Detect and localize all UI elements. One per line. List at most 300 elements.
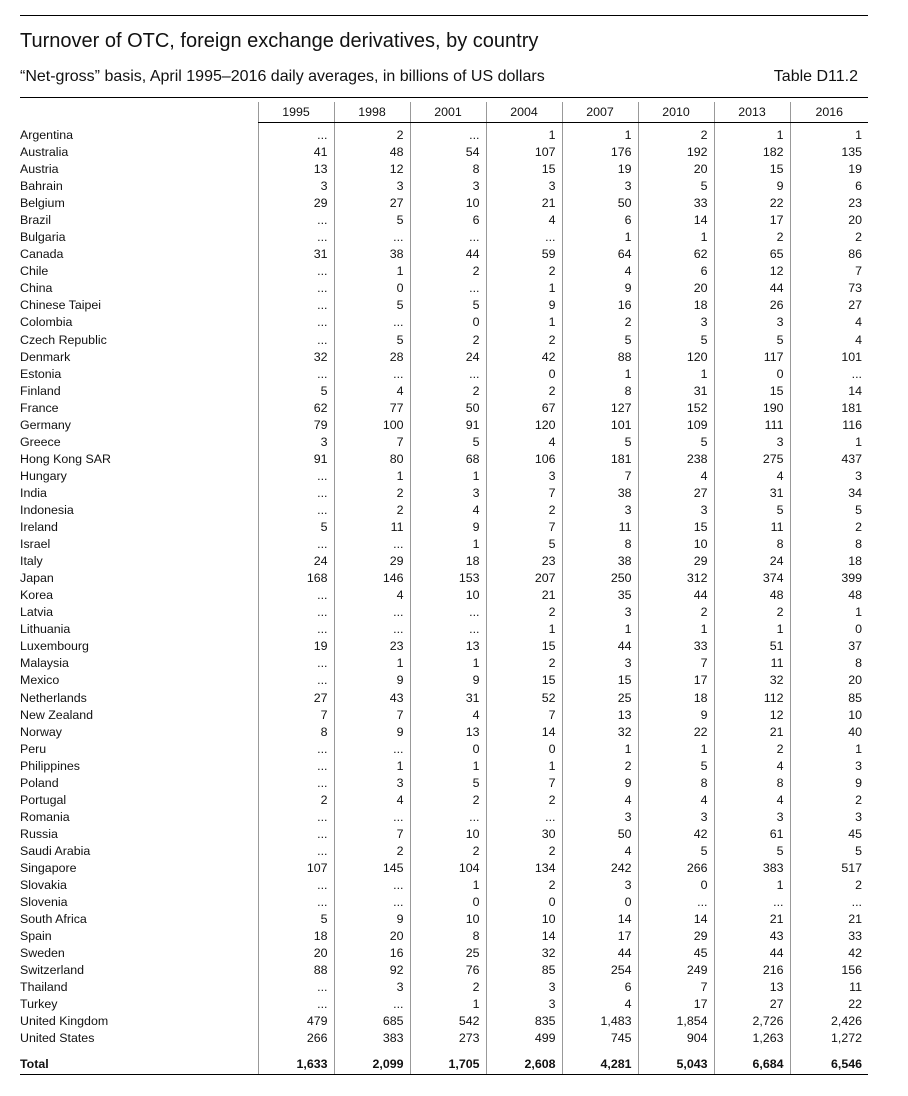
value-cell: ...	[258, 229, 334, 246]
year-header-2001: 2001	[410, 102, 486, 123]
page-subtitle: “Net-gross” basis, April 1995–2016 daily averages, in billions of US dollars	[20, 68, 545, 85]
value-cell: 18	[638, 297, 714, 314]
value-cell: 76	[410, 962, 486, 979]
table-row	[20, 229, 868, 246]
value-cell: 23	[334, 638, 410, 655]
country-name: Ireland	[20, 520, 58, 535]
value-cell: 15	[714, 161, 790, 178]
value-cell: 101	[562, 417, 638, 434]
country-name: Romania	[20, 809, 70, 824]
value-cell: 6	[562, 212, 638, 229]
value-cell: 181	[790, 400, 868, 417]
value-cell: 2,608	[486, 1055, 562, 1075]
value-cell: 242	[562, 860, 638, 877]
value-cell: 3	[334, 775, 410, 792]
table-row	[20, 314, 868, 331]
value-cell: 68	[410, 451, 486, 468]
spacer-cell	[714, 1047, 790, 1055]
spacer-cell	[486, 1047, 562, 1055]
value-cell: 190	[714, 400, 790, 417]
value-cell: 1,483	[562, 1013, 638, 1030]
value-cell: 37	[790, 638, 868, 655]
value-cell: 135	[790, 144, 868, 161]
year-header-2013: 2013	[714, 102, 790, 123]
value-cell: 9	[334, 724, 410, 741]
value-cell: 20	[638, 161, 714, 178]
table-row	[20, 1013, 868, 1030]
country-name: Hong Kong SAR	[20, 451, 111, 466]
value-cell: 2	[410, 979, 486, 996]
value-cell: 13	[410, 724, 486, 741]
value-cell: 18	[790, 553, 868, 570]
value-cell: 35	[562, 587, 638, 604]
value-cell: 4	[410, 502, 486, 519]
country-name: France	[20, 400, 59, 415]
country-name: Canada	[20, 247, 64, 262]
value-cell: 5	[790, 843, 868, 860]
header-rule	[20, 97, 868, 98]
value-cell: ...	[258, 672, 334, 689]
value-cell: 17	[714, 212, 790, 229]
value-cell: ...	[258, 123, 334, 145]
value-cell: 42	[486, 349, 562, 366]
value-cell: 2	[486, 604, 562, 621]
value-cell: 10	[486, 911, 562, 928]
value-cell: 45	[790, 826, 868, 843]
country-name: Estonia	[20, 366, 62, 381]
year-header-2010: 2010	[638, 102, 714, 123]
country-name: Finland	[20, 383, 61, 398]
year-header-2016: 2016	[790, 102, 868, 123]
value-cell: 8	[410, 928, 486, 945]
table-row	[20, 724, 868, 741]
spacer-cell	[20, 1047, 258, 1055]
year-header-2004: 2004	[486, 102, 562, 123]
value-cell: 3	[258, 178, 334, 195]
value-cell: 19	[562, 161, 638, 178]
value-cell: 3	[334, 178, 410, 195]
table-row	[20, 144, 868, 161]
country-name: Germany	[20, 417, 71, 432]
value-cell: 1	[486, 123, 562, 145]
value-cell: 16	[562, 297, 638, 314]
value-cell: 2	[334, 485, 410, 502]
value-cell: 5	[258, 911, 334, 928]
table-row	[20, 451, 868, 468]
value-cell: 2	[334, 123, 410, 145]
value-cell: 14	[790, 383, 868, 400]
value-cell: 1	[790, 434, 868, 451]
table-row	[20, 707, 868, 724]
value-cell: 5	[714, 843, 790, 860]
value-cell: 10	[410, 195, 486, 212]
total-row	[20, 1055, 868, 1075]
value-cell: 479	[258, 1013, 334, 1030]
value-cell: 374	[714, 570, 790, 587]
value-cell: 8	[562, 536, 638, 553]
country-name: Saudi Arabia	[20, 843, 91, 858]
value-cell: 29	[638, 553, 714, 570]
value-cell: 146	[334, 570, 410, 587]
value-cell: 120	[638, 349, 714, 366]
value-cell: 3	[562, 809, 638, 826]
value-cell: 33	[638, 195, 714, 212]
table-row	[20, 996, 868, 1013]
value-cell: 4	[562, 843, 638, 860]
value-cell: 24	[410, 349, 486, 366]
value-cell: 31	[258, 246, 334, 263]
value-cell: 31	[714, 485, 790, 502]
value-cell: 0	[334, 280, 410, 297]
value-cell: 266	[638, 860, 714, 877]
value-cell: 181	[562, 451, 638, 468]
value-cell: 15	[486, 672, 562, 689]
country-name: Russia	[20, 826, 58, 841]
value-cell: 0	[790, 621, 868, 638]
value-cell: 2	[714, 229, 790, 246]
value-cell: 4	[486, 212, 562, 229]
value-cell: 745	[562, 1030, 638, 1047]
value-cell: ...	[410, 621, 486, 638]
value-cell: 182	[714, 144, 790, 161]
value-cell: 7	[486, 519, 562, 536]
value-cell: 5	[410, 297, 486, 314]
table-row	[20, 945, 868, 962]
value-cell: 2,726	[714, 1013, 790, 1030]
country-name: Turkey	[20, 997, 58, 1012]
value-cell: 32	[486, 945, 562, 962]
value-cell: 1	[486, 758, 562, 775]
value-cell: 33	[790, 928, 868, 945]
value-cell: 13	[714, 979, 790, 996]
table-row	[20, 758, 868, 775]
value-cell: 685	[334, 1013, 410, 1030]
country-name: Italy	[20, 554, 43, 569]
value-cell: 16	[334, 945, 410, 962]
country-name: New Zealand	[20, 707, 94, 722]
value-cell: ...	[714, 894, 790, 911]
value-cell: 42	[790, 945, 868, 962]
value-cell: 10	[410, 911, 486, 928]
value-cell: 4	[638, 468, 714, 485]
table-row	[20, 792, 868, 809]
value-cell: 1	[562, 741, 638, 758]
value-cell: 5	[258, 519, 334, 536]
value-cell: ...	[334, 741, 410, 758]
value-cell: 3	[410, 178, 486, 195]
value-cell: 31	[638, 383, 714, 400]
value-cell: 1	[562, 621, 638, 638]
table-row	[20, 519, 868, 536]
value-cell: 9	[562, 280, 638, 297]
value-cell: 14	[562, 911, 638, 928]
table-row	[20, 383, 868, 400]
value-cell: 32	[562, 724, 638, 741]
country-name: Thailand	[20, 980, 68, 995]
spacer-cell	[790, 1047, 868, 1055]
table-row	[20, 536, 868, 553]
value-cell: 0	[714, 366, 790, 383]
value-cell: ...	[410, 604, 486, 621]
table-row	[20, 349, 868, 366]
table-row	[20, 655, 868, 672]
country-name: Belgium	[20, 196, 65, 211]
value-cell: 216	[714, 962, 790, 979]
year-header-1995: 1995	[258, 102, 334, 123]
value-cell: 437	[790, 451, 868, 468]
country-name: Czech Republic	[20, 332, 107, 347]
value-cell: 2	[486, 792, 562, 809]
value-cell: 2,099	[334, 1055, 410, 1075]
value-cell: 3	[486, 468, 562, 485]
spacer-cell	[334, 1047, 410, 1055]
spacer-cell	[258, 1047, 334, 1055]
value-cell: 2	[790, 877, 868, 894]
value-cell: 7	[486, 775, 562, 792]
value-cell: 22	[638, 724, 714, 741]
value-cell: 4	[562, 263, 638, 280]
value-cell: 12	[714, 263, 790, 280]
value-cell: 2	[486, 263, 562, 280]
value-cell: 23	[486, 553, 562, 570]
value-cell: 104	[410, 860, 486, 877]
country-name: Colombia	[20, 315, 73, 330]
value-cell: 1	[638, 621, 714, 638]
value-cell: 5	[638, 434, 714, 451]
value-cell: 2	[790, 519, 868, 536]
value-cell: 27	[334, 195, 410, 212]
value-cell: 2	[790, 792, 868, 809]
country-name: Slovakia	[20, 878, 67, 893]
value-cell: 1	[486, 621, 562, 638]
table-row	[20, 826, 868, 843]
value-cell: ...	[258, 877, 334, 894]
value-cell: 50	[562, 826, 638, 843]
value-cell: 2	[486, 655, 562, 672]
value-cell: 31	[410, 690, 486, 707]
value-cell: 79	[258, 417, 334, 434]
table-row	[20, 280, 868, 297]
spacer-row	[20, 1047, 868, 1055]
value-cell: 399	[790, 570, 868, 587]
value-cell: 17	[562, 928, 638, 945]
value-cell: 11	[334, 519, 410, 536]
value-cell: 27	[638, 485, 714, 502]
value-cell: 27	[258, 690, 334, 707]
table-body	[20, 123, 868, 1075]
value-cell: 0	[486, 894, 562, 911]
value-cell: 3	[638, 809, 714, 826]
value-cell: 5	[486, 536, 562, 553]
value-cell: ...	[486, 809, 562, 826]
value-cell: 11	[714, 655, 790, 672]
table-row	[20, 587, 868, 604]
value-cell: 1,705	[410, 1055, 486, 1075]
value-cell: ...	[486, 229, 562, 246]
value-cell: 7	[334, 707, 410, 724]
value-cell: 7	[334, 826, 410, 843]
country-name: Poland	[20, 775, 59, 790]
value-cell: 4	[334, 792, 410, 809]
value-cell: 4	[714, 468, 790, 485]
value-cell: 2	[562, 314, 638, 331]
country-name: United Kingdom	[20, 1014, 109, 1029]
value-cell: 5	[334, 332, 410, 349]
value-cell: 3	[638, 314, 714, 331]
value-cell: 542	[410, 1013, 486, 1030]
value-cell: 1	[410, 758, 486, 775]
value-cell: 9	[410, 672, 486, 689]
value-cell: 4	[714, 792, 790, 809]
value-cell: 1	[486, 280, 562, 297]
country-name: India	[20, 485, 47, 500]
country-name: Malaysia	[20, 656, 69, 671]
value-cell: 80	[334, 451, 410, 468]
value-cell: ...	[258, 741, 334, 758]
value-cell: 3	[486, 979, 562, 996]
value-cell: 7	[638, 655, 714, 672]
value-cell: 2	[410, 383, 486, 400]
value-cell: 2	[334, 843, 410, 860]
value-cell: ...	[410, 280, 486, 297]
value-cell: ...	[258, 809, 334, 826]
value-cell: 152	[638, 400, 714, 417]
value-cell: 1	[334, 758, 410, 775]
value-cell: 3	[714, 434, 790, 451]
value-cell: 4	[334, 383, 410, 400]
value-cell: 2	[714, 604, 790, 621]
value-cell: 4	[562, 792, 638, 809]
value-cell: 20	[790, 672, 868, 689]
table-row	[20, 860, 868, 877]
value-cell: 0	[410, 894, 486, 911]
value-cell: 11	[714, 519, 790, 536]
value-cell: ...	[410, 123, 486, 145]
value-cell: ...	[258, 263, 334, 280]
value-cell: 10	[410, 826, 486, 843]
value-cell: 20	[334, 928, 410, 945]
table-row	[20, 553, 868, 570]
value-cell: 3	[334, 979, 410, 996]
value-cell: 15	[638, 519, 714, 536]
value-cell: ...	[258, 826, 334, 843]
value-cell: 29	[334, 553, 410, 570]
value-cell: 48	[334, 144, 410, 161]
value-cell: 4	[562, 996, 638, 1013]
value-cell: 21	[714, 724, 790, 741]
table-row	[20, 400, 868, 417]
country-name: Switzerland	[20, 963, 85, 978]
value-cell: 50	[562, 195, 638, 212]
country-name: Argentina	[20, 127, 74, 142]
value-cell: 18	[258, 928, 334, 945]
value-cell: 25	[562, 690, 638, 707]
value-cell: 1	[638, 366, 714, 383]
table-row	[20, 178, 868, 195]
value-cell: 44	[410, 246, 486, 263]
turnover-table	[20, 102, 868, 1075]
value-cell: 127	[562, 400, 638, 417]
country-name: Hungary	[20, 468, 67, 483]
value-cell: 38	[334, 246, 410, 263]
value-cell: ...	[334, 894, 410, 911]
value-cell: 13	[410, 638, 486, 655]
value-cell: 266	[258, 1030, 334, 1047]
value-cell: 8	[562, 383, 638, 400]
value-cell: 2	[562, 758, 638, 775]
value-cell: 8	[258, 724, 334, 741]
value-cell: 5	[258, 383, 334, 400]
value-cell: 0	[486, 741, 562, 758]
value-cell: ...	[258, 485, 334, 502]
value-cell: 20	[638, 280, 714, 297]
value-cell: 2	[410, 792, 486, 809]
value-cell: 34	[790, 485, 868, 502]
value-cell: 5	[638, 178, 714, 195]
value-cell: 20	[258, 945, 334, 962]
year-header-2007: 2007	[562, 102, 638, 123]
table-row	[20, 123, 868, 145]
value-cell: 12	[714, 707, 790, 724]
value-cell: 85	[486, 962, 562, 979]
value-cell: 120	[486, 417, 562, 434]
value-cell: 3	[790, 809, 868, 826]
value-cell: 18	[410, 553, 486, 570]
value-cell: 238	[638, 451, 714, 468]
table-row	[20, 809, 868, 826]
value-cell: 5	[562, 332, 638, 349]
value-cell: 192	[638, 144, 714, 161]
value-cell: 3	[714, 314, 790, 331]
value-cell: 7	[790, 263, 868, 280]
value-cell: 27	[714, 996, 790, 1013]
value-cell: 18	[638, 690, 714, 707]
value-cell: 61	[714, 826, 790, 843]
value-cell: ...	[258, 979, 334, 996]
table-row	[20, 263, 868, 280]
table-row	[20, 246, 868, 263]
value-cell: 1	[638, 229, 714, 246]
value-cell: 8	[410, 161, 486, 178]
value-cell: 48	[714, 587, 790, 604]
table-row	[20, 161, 868, 178]
value-cell: ...	[334, 809, 410, 826]
value-cell: 17	[638, 996, 714, 1013]
value-cell: 19	[258, 638, 334, 655]
value-cell: ...	[258, 655, 334, 672]
value-cell: 1	[334, 263, 410, 280]
value-cell: 5,043	[638, 1055, 714, 1075]
value-cell: ...	[334, 536, 410, 553]
value-cell: 44	[714, 945, 790, 962]
spacer-cell	[410, 1047, 486, 1055]
value-cell: 2,426	[790, 1013, 868, 1030]
value-cell: 2	[410, 843, 486, 860]
year-header-1998: 1998	[334, 102, 410, 123]
value-cell: 42	[638, 826, 714, 843]
value-cell: 2	[334, 502, 410, 519]
value-cell: ...	[258, 587, 334, 604]
country-name: Peru	[20, 741, 47, 756]
value-cell: 22	[714, 195, 790, 212]
value-cell: 2	[486, 877, 562, 894]
value-cell: 41	[258, 144, 334, 161]
value-cell: 4	[714, 758, 790, 775]
value-cell: 273	[410, 1030, 486, 1047]
value-cell: ...	[790, 366, 868, 383]
value-cell: 7	[334, 434, 410, 451]
value-cell: 0	[410, 314, 486, 331]
